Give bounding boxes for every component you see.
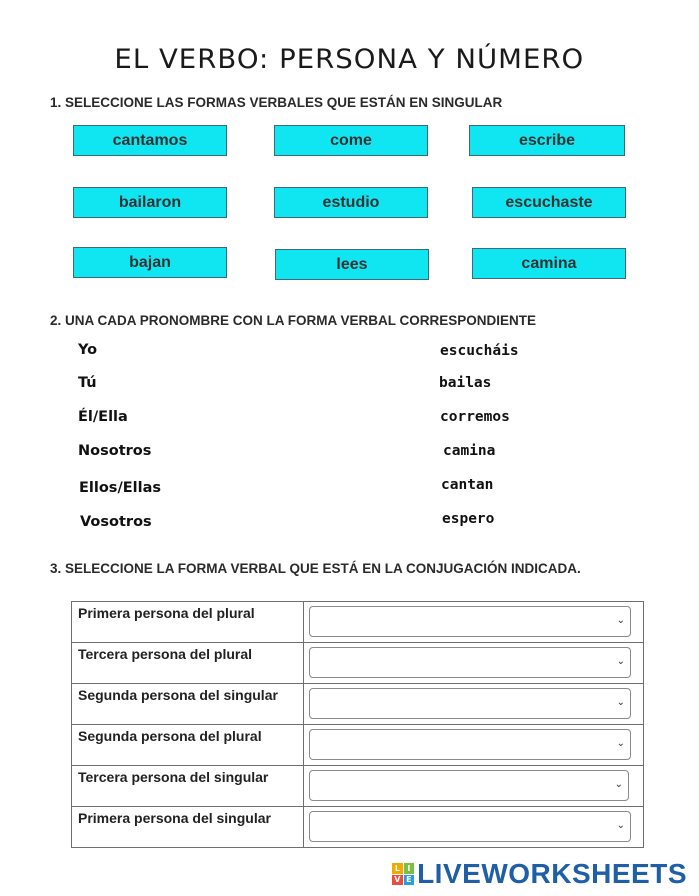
- pronoun-item[interactable]: Él/Ella: [78, 409, 128, 425]
- row-label: Segunda persona del singular: [72, 684, 304, 725]
- option-chip[interactable]: bailaron: [73, 187, 227, 218]
- verb-item[interactable]: camina: [443, 443, 496, 459]
- pronoun-item[interactable]: Ellos/Ellas: [79, 480, 161, 496]
- liveworksheets-logo: [392, 858, 687, 890]
- logo-letter: E: [404, 875, 415, 886]
- logo-text: LIVEWORKSHEETS: [417, 858, 687, 889]
- row-label: Tercera persona del plural: [72, 643, 304, 684]
- pronoun-item[interactable]: Tú: [78, 375, 97, 391]
- table-row: [72, 643, 644, 684]
- row-label: Segunda persona del plural: [72, 725, 304, 766]
- logo-letter: V: [392, 875, 403, 886]
- verb-item[interactable]: corremos: [440, 409, 510, 425]
- answer-select[interactable]: [309, 729, 631, 760]
- row-label: Primera persona del plural: [72, 602, 304, 643]
- pronoun-item[interactable]: Nosotros: [78, 443, 152, 459]
- chevron-down-icon: ⌄: [616, 656, 625, 667]
- section1-heading: 1. SELECCIONE LAS FORMAS VERBALES QUE ESTÁN EN SINGULAR: [50, 95, 503, 110]
- option-chip[interactable]: cantamos: [73, 125, 227, 156]
- row-label: Tercera persona del singular: [72, 766, 304, 807]
- option-chip[interactable]: bajan: [73, 247, 227, 278]
- chevron-down-icon: ⌄: [616, 738, 625, 749]
- row-label: Primera persona del singular: [72, 807, 304, 848]
- chevron-down-icon: ⌄: [614, 779, 623, 790]
- table-row: [72, 807, 644, 848]
- logo-letter: L: [392, 863, 403, 874]
- verb-item[interactable]: escucháis: [440, 343, 519, 359]
- answer-select[interactable]: [309, 606, 631, 637]
- table-row: [72, 602, 644, 643]
- page-title: EL VERBO: PERSONA Y NÚMERO: [114, 44, 585, 75]
- verb-item[interactable]: espero: [442, 511, 495, 527]
- pronoun-item[interactable]: Yo: [78, 342, 98, 358]
- table-row: [72, 725, 644, 766]
- option-chip[interactable]: escuchaste: [472, 187, 626, 218]
- chevron-down-icon: ⌄: [616, 820, 625, 831]
- option-chip[interactable]: estudio: [274, 187, 428, 218]
- pronoun-item[interactable]: Vosotros: [80, 514, 152, 530]
- option-chip[interactable]: come: [274, 125, 428, 156]
- verb-item[interactable]: bailas: [439, 375, 492, 391]
- option-chip[interactable]: lees: [275, 249, 429, 280]
- table-row: [72, 766, 644, 807]
- answer-select[interactable]: [309, 647, 631, 678]
- chevron-down-icon: ⌄: [616, 697, 625, 708]
- answer-select[interactable]: [309, 811, 631, 842]
- section2-heading: 2. UNA CADA PRONOMBRE CON LA FORMA VERBAL CORRESPONDIENTE: [50, 313, 537, 328]
- section3-heading: 3. SELECCIONE LA FORMA VERBAL QUE ESTÁ EN LA CONJUGACIÓN INDICADA.: [50, 561, 581, 576]
- conjugation-table: [71, 601, 644, 848]
- logo-mark-icon: [392, 863, 414, 885]
- logo-letter: I: [404, 863, 415, 874]
- table-row: [72, 684, 644, 725]
- answer-select[interactable]: [309, 770, 629, 801]
- answer-select[interactable]: [309, 688, 631, 719]
- option-chip[interactable]: camina: [472, 248, 626, 279]
- chevron-down-icon: ⌄: [616, 615, 625, 626]
- option-chip[interactable]: escribe: [469, 125, 625, 156]
- verb-item[interactable]: cantan: [441, 477, 494, 493]
